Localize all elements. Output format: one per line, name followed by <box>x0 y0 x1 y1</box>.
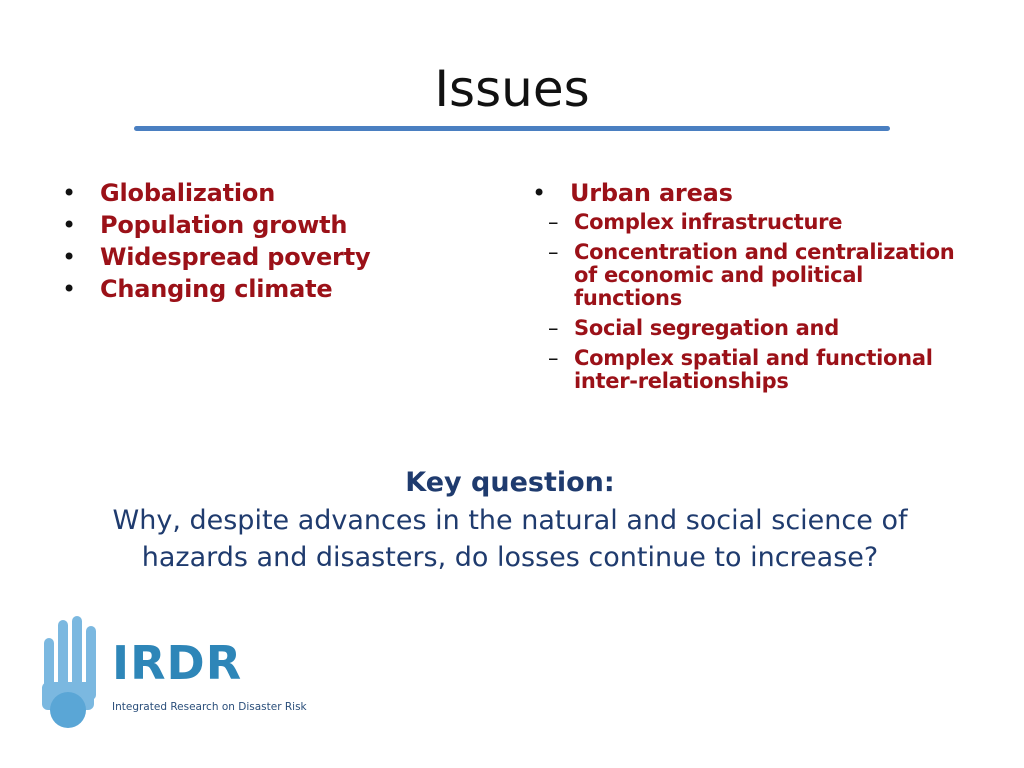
bullet-icon: • <box>62 243 76 271</box>
dash-icon: – <box>548 210 559 234</box>
key-question-heading: Key question: <box>405 467 615 498</box>
title-underline <box>134 126 890 131</box>
dash-icon: – <box>548 316 559 340</box>
slide-title: Issues <box>434 60 590 118</box>
list-item-urban-areas: • Urban areas <box>532 179 733 207</box>
bullet-icon: • <box>532 179 546 207</box>
sub-list-item: – Concentration and centralization of economic and political functions <box>548 240 955 310</box>
hand-icon <box>42 616 96 728</box>
key-question-text: Why, despite advances in the natural and social science of hazards and disasters, do losses continue to increase? <box>112 505 908 573</box>
list-item: • Population growth <box>62 211 348 239</box>
irdr-tagline: Integrated Research on Disaster Risk <box>112 701 307 713</box>
right-bullet-list <box>528 177 968 400</box>
dash-icon: – <box>548 346 559 370</box>
list-item: • Widespread poverty <box>62 243 371 271</box>
bullet-icon: • <box>62 275 76 303</box>
irdr-wordmark: IRDR <box>112 636 243 690</box>
bullet-icon: • <box>62 211 76 239</box>
sub-list-item: – Social segregation and <box>548 316 839 340</box>
sub-list-item: – Complex spatial and functional inter-relationships <box>548 346 933 393</box>
dash-icon: – <box>548 240 559 264</box>
list-item: • Globalization <box>62 179 276 207</box>
sub-list <box>528 211 968 393</box>
key-question <box>60 464 960 576</box>
bullet-icon: • <box>62 179 76 207</box>
sub-list-item: – Complex infrastructure <box>548 210 843 234</box>
list-item: • Changing climate <box>62 275 333 303</box>
left-bullet-list <box>58 177 498 305</box>
